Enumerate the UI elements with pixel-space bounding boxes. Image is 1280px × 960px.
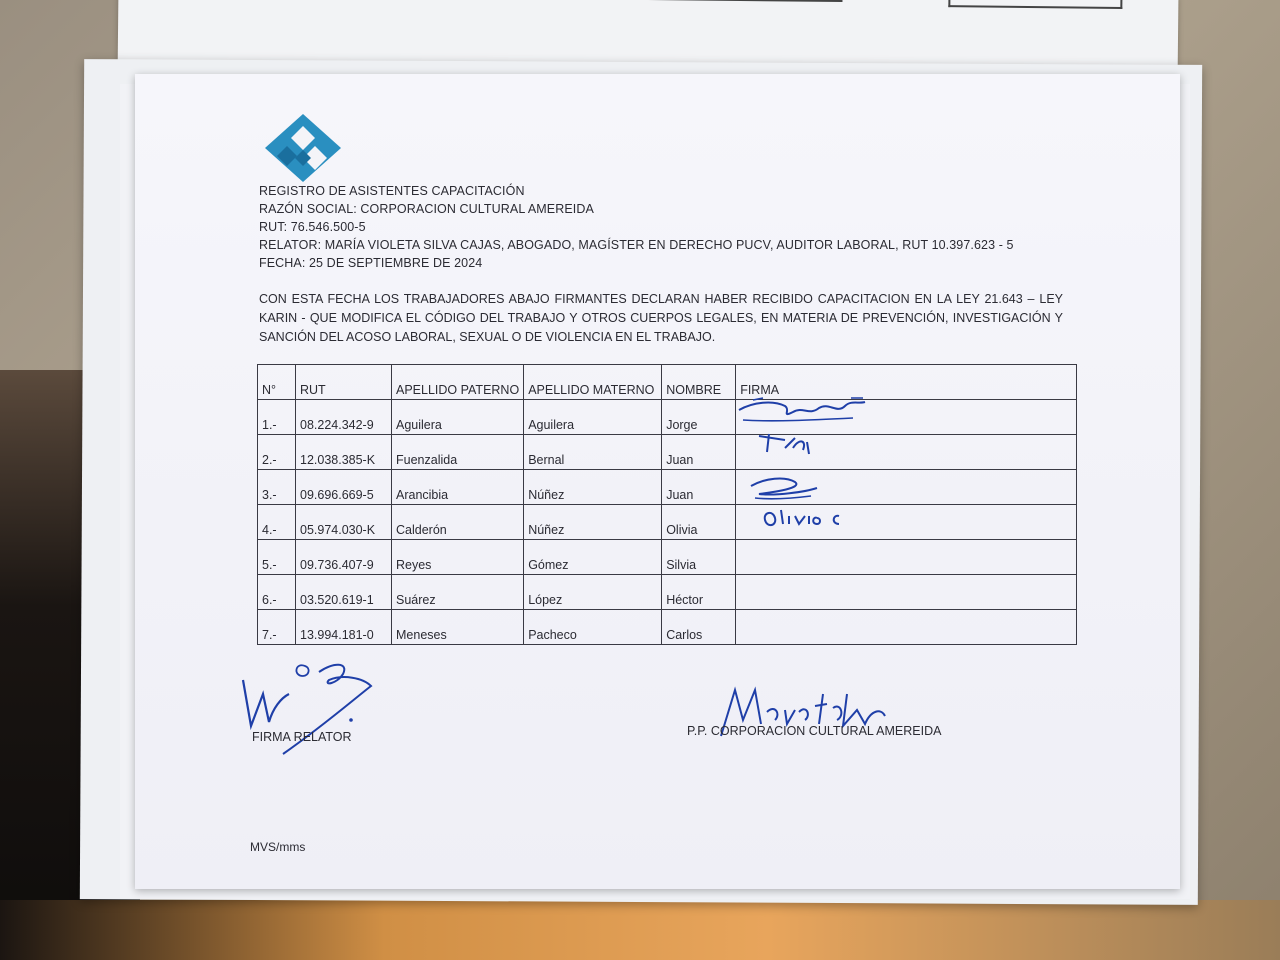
row-materno: Pacheco <box>524 610 662 645</box>
table-row <box>258 610 1077 645</box>
row-signature-cell <box>736 610 1077 645</box>
declaration-text: CON ESTA FECHA LOS TRABAJADORES ABAJO FIRMANTES DECLARAN HABER RECIBIDO CAPACITACION EN LA LEY 21.643 – LEY KARIN - QUE MODIFICA EL CÓDIGO DEL TRABAJO Y OTROS CUERPOS LEGALES, EN MATERIA DE PREVENCIÓN, INVESTIGACIÓN Y SANCIÓN DEL ACOSO LABORAL, SEXUAL O DE VIOLENCIA EN EL TRABAJO. <box>259 292 1063 344</box>
row-nombre: Silvia <box>662 540 736 575</box>
company-representative-label: P.P. CORPORACION CULTURAL AMEREIDA <box>687 724 942 738</box>
row-rut: 05.974.030-K <box>296 505 392 540</box>
row-paterno: Calderón <box>392 505 524 540</box>
header-rut: RUT: 76.546.500-5 <box>259 220 366 234</box>
table-row <box>258 400 1077 435</box>
table-row <box>258 540 1077 575</box>
row-materno: Núñez <box>524 470 662 505</box>
table-header-row <box>258 365 1077 400</box>
col-firma-header: FIRMA <box>736 365 1077 400</box>
row-paterno: Aguilera <box>392 400 524 435</box>
row-rut: 13.994.181-0 <box>296 610 392 645</box>
attendance-table <box>257 364 1077 645</box>
background-floor <box>0 900 1280 960</box>
table-row <box>258 505 1077 540</box>
row-nombre: Juan <box>662 435 736 470</box>
header-company: RAZÓN SOCIAL: CORPORACION CULTURAL AMEREIDA <box>259 202 594 216</box>
row-nombre: Carlos <box>662 610 736 645</box>
top-sheet-box <box>638 0 842 2</box>
table-row <box>258 470 1077 505</box>
row-materno: Gómez <box>524 540 662 575</box>
col-number-header: N° <box>258 365 296 400</box>
row-signature-cell <box>736 400 1077 435</box>
row-signature-cell <box>736 540 1077 575</box>
row-paterno: Reyes <box>392 540 524 575</box>
row-number: 4.- <box>258 505 296 540</box>
col-paterno-header: APELLIDO PATERNO <box>392 365 524 400</box>
header-title: REGISTRO DE ASISTENTES CAPACITACIÓN <box>259 184 525 198</box>
table-row <box>258 435 1077 470</box>
row-rut: 08.224.342-9 <box>296 400 392 435</box>
row-materno: Bernal <box>524 435 662 470</box>
header-relator: RELATOR: MARÍA VIOLETA SILVA CAJAS, ABOGADO, MAGÍSTER EN DERECHO PUCV, AUDITOR LABORAL, RUT 10.397.623 - 5 <box>259 238 1014 252</box>
attendance-document <box>135 74 1180 889</box>
top-sheet-box <box>948 0 1122 9</box>
table-row <box>258 575 1077 610</box>
row-materno: Aguilera <box>524 400 662 435</box>
row-nombre: Juan <box>662 470 736 505</box>
header-date: FECHA: 25 DE SEPTIEMBRE DE 2024 <box>259 256 483 270</box>
row-paterno: Suárez <box>392 575 524 610</box>
row-materno: Núñez <box>524 505 662 540</box>
row-number: 2.- <box>258 435 296 470</box>
col-rut-header: RUT <box>296 365 392 400</box>
row-signature-cell <box>736 470 1077 505</box>
row-paterno: Fuenzalida <box>392 435 524 470</box>
document-initials: MVS/mms <box>250 840 306 854</box>
row-rut: 12.038.385-K <box>296 435 392 470</box>
row-paterno: Meneses <box>392 610 524 645</box>
row-number: 7.- <box>258 610 296 645</box>
relator-signature-label: FIRMA RELATOR <box>252 730 352 744</box>
row-nombre: Jorge <box>662 400 736 435</box>
row-number: 1.- <box>258 400 296 435</box>
row-number: 3.- <box>258 470 296 505</box>
col-nombre-header: NOMBRE <box>662 365 736 400</box>
row-nombre: Héctor <box>662 575 736 610</box>
row-rut: 03.520.619-1 <box>296 575 392 610</box>
row-rut: 09.696.669-5 <box>296 470 392 505</box>
row-number: 6.- <box>258 575 296 610</box>
row-paterno: Arancibia <box>392 470 524 505</box>
document-header <box>259 182 1014 272</box>
row-signature-cell <box>736 505 1077 540</box>
row-rut: 09.736.407-9 <box>296 540 392 575</box>
row-signature-cell <box>736 435 1077 470</box>
row-nombre: Olivia <box>662 505 736 540</box>
row-signature-cell <box>736 575 1077 610</box>
row-materno: López <box>524 575 662 610</box>
company-logo <box>263 112 343 184</box>
row-number: 5.- <box>258 540 296 575</box>
col-materno-header: APELLIDO MATERNO <box>524 365 662 400</box>
relator-signature <box>233 654 383 764</box>
